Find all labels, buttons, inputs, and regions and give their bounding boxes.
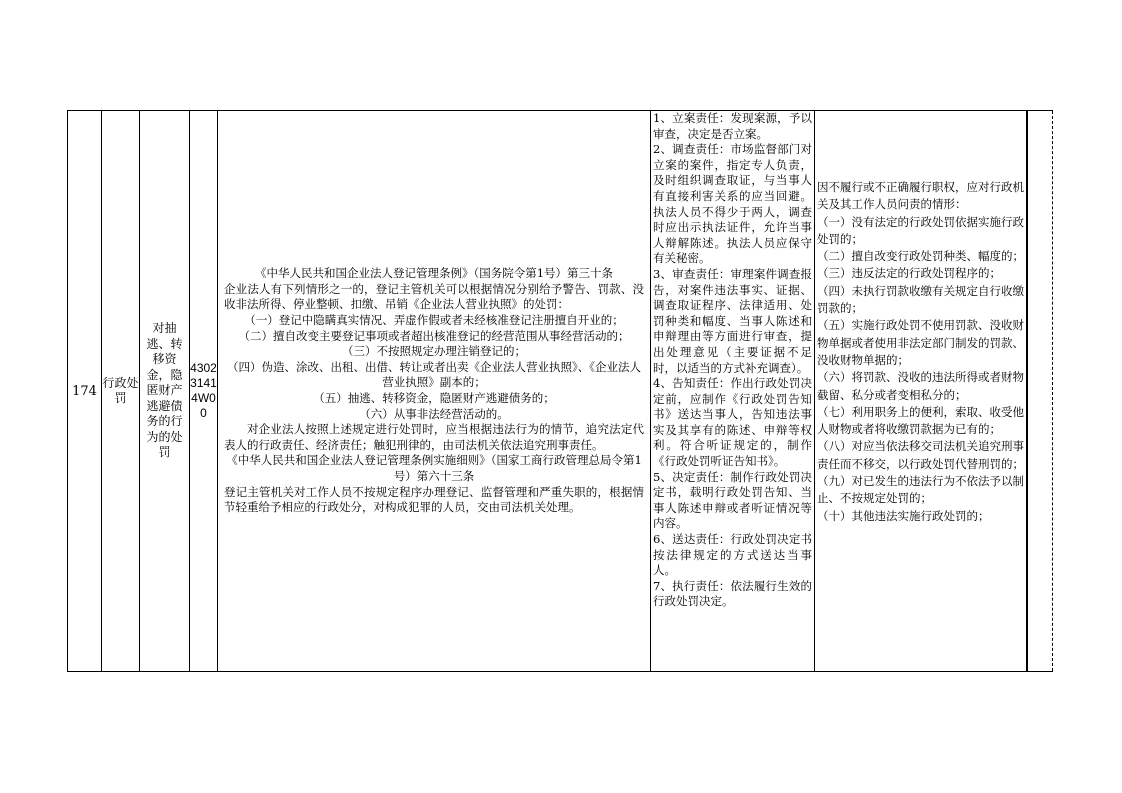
accountability-item: （二）擅自改变行政处罚种类、幅度的； xyxy=(817,249,1024,264)
law1-item: （四）伪造、涂改、出租、出借、转让或者出卖《企业法人营业执照》、《企业法人营业执照》副本的； xyxy=(227,359,641,390)
legal-basis-cell xyxy=(218,111,651,671)
law1-title: 《中华人民共和国企业法人登记管理条例》（国务院令第1号）第三十条 xyxy=(254,266,614,281)
duty-cell xyxy=(651,111,815,671)
accountability-item: （五）实施行政处罚不使用罚款、没收财物单据或者使用非法定部门制发的罚款、没收财物单据的； xyxy=(817,318,1024,367)
code-text: 43023141 4W00 xyxy=(190,361,217,420)
duty-item: 6、送达责任：行政处罚决定书按法律规定的方式送达当事人。 xyxy=(653,532,812,578)
law1-item: （六）从事非法经营活动的。 xyxy=(359,406,509,421)
category-text: 行政处罚 xyxy=(102,376,139,405)
law1-item: （一）登记中隐瞒真实情况、弄虚作假或者未经核准登记注册擅自开业的； xyxy=(244,313,624,328)
accountability-item: （十）其他违法实施行政处罚的； xyxy=(817,508,990,523)
table-row xyxy=(67,110,1053,672)
note-cell xyxy=(1027,111,1053,671)
accountability-item: （九）对已发生的违法行为不依法予以制止、不按规定处罚的； xyxy=(817,474,1024,506)
accountability-item: （八）对应当依法移交司法机关追究刑事责任而不移交，以行政处罚代替刑罚的； xyxy=(817,439,1024,471)
duty-item: 4、告知责任：作出行政处罚决定前，应制作《行政处罚告知书》送达当事人，告知违法事实及其享有的陈述、申辩等权利。符合听证规定的，制作《行政处罚听证告知书》。 xyxy=(653,376,812,469)
accountability-item: （六）将罚款、没收的违法所得或者财物截留、私分或者变相私分的； xyxy=(817,370,1024,402)
accountability-item: （三）违反法定的行政处罚程序的； xyxy=(817,266,1001,281)
law1-item: （三）不按照规定办理注销登记的； xyxy=(342,344,526,359)
accountability-item: （四）未执行罚款收缴有关规定自行收缴罚款的； xyxy=(817,283,1024,316)
law1-item: （五）抽逃、转移资金，隐匿财产逃避债务的； xyxy=(313,391,555,405)
law2-body: 登记主管机关对工作人员不按规定程序办理登记、监督管理和严重失职的，根据情节轻重给予相应的行政处分，对构成犯罪的人员，交由司法机关处理。 xyxy=(224,484,644,515)
seq-cell xyxy=(68,111,102,671)
accountability-item: （七）利用职务上的便利，索取、收受他人财物或者将收缴罚款据为已有的； xyxy=(817,404,1024,437)
law1-tail: 对企业法人按照上述规定进行处罚时，应当根据违法行为的情节，追究法定代表人的行政责任、经济责任；触犯刑律的，由司法机关依法追究刑事责任。 xyxy=(224,422,644,452)
duty-item: 2、调查责任：市场监督部门对立案的案件，指定专人负责，及时组织调查取证，与当事人有直接利害关系的应当回避。执法人员不得少于两人，调查时应出示执法证件，允许当事人辩解陈述。执法人员应保守有关秘密。 xyxy=(653,142,812,266)
item-name-cell xyxy=(140,111,190,671)
law2-title: 《中华人民共和国企业法人登记管理条例实施细则》（国家工商行政管理总局令第1号）第六十三条 xyxy=(226,453,642,483)
accountability-cell xyxy=(815,111,1027,671)
accountability-item: （一）没有法定的行政处罚依据实施行政处罚的； xyxy=(817,214,1024,246)
category-cell xyxy=(102,111,140,671)
law1-item: （二）擅自改变主要登记事项或者超出核准登记的经营范围从事经营活动的； xyxy=(238,328,630,343)
code-cell xyxy=(190,111,218,671)
accountability-item: 因不履行或不正确履行职权，应对行政机关及其工作人员问责的情形： xyxy=(817,180,1024,212)
law1-intro: 企业法人有下列情形之一的，登记主管机关可以根据情况分别给予警告、罚款、没收非法所得、停业整顿、扣缴、吊销《企业法人营业执照》的处罚： xyxy=(224,281,644,312)
duty-item: 5、决定责任：制作行政处罚决定书，载明行政处罚告知、当事人陈述申辩或者听证情况等内容。 xyxy=(653,469,812,531)
duty-item: 1、立案责任：发现案源，予以审查，决定是否立案。 xyxy=(653,111,812,141)
duty-item: 3、审查责任：审理案件调查报告，对案件违法事实、证据、调查取证程序、法律适用、处罚种类和幅度、当事人陈述和申辩理由等方面进行审查，提出处理意见（主要证据不足时，以适当的方式补充调查）。 xyxy=(653,266,812,375)
seq-number: 174 xyxy=(72,383,97,399)
item-name-text: 对抽逃、转移资金，隐匿财产逃避债务的行为的处罚 xyxy=(146,321,183,460)
legal-basis-text xyxy=(218,266,650,516)
duty-item: 7、执行责任：依法履行生效的行政处罚决定。 xyxy=(653,578,812,609)
